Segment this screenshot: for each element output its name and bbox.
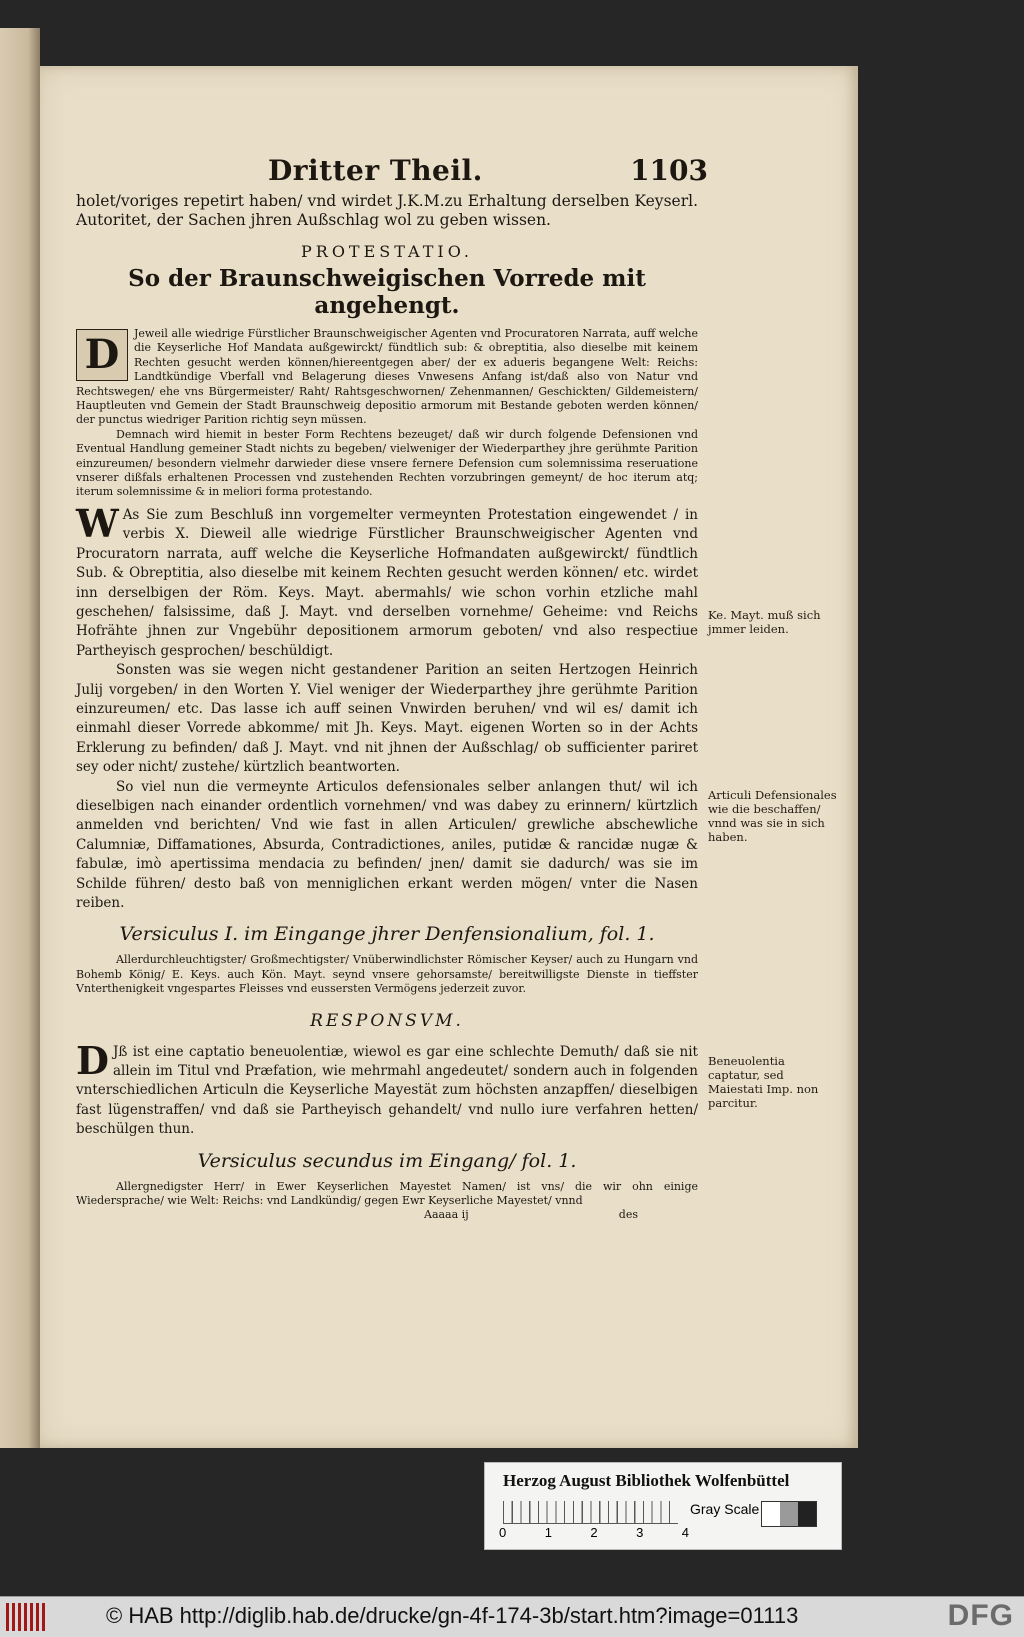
versiculus-heading: Versiculus secundus im Eingang/ fol. 1. <box>197 1149 577 1172</box>
marginal-note: Articuli Defensionales wie die beschaffen/ vnnd was sie in sich haben. <box>708 788 837 844</box>
section-heading: PROTESTATIO. <box>301 242 473 261</box>
previous-page-edge <box>0 28 40 1448</box>
paragraph: Sonsten was sie wegen nicht gestandener Parition an seiten Hertzogen Heinrich Julij vorgeben/ in den Worten Y. Viel weniger der Wiederparthey jhre gerühmte Parition einzureumen/ etc. Das lasse ich auff seinen Vnwirden beruhen/ vnd wil es/ damit ich einmahl dieser Vorrede abkomme/ mit Jh. Keys. Mayt. eigenen Worten so in der Achts Erklerung zu befinden/ daß J. Mayt. vnd nit jhnen der Außschlag/ ob sufficienter pariret sey oder nicht/ zustehe/ kürtzlich beantworten. <box>76 662 698 776</box>
running-title: Dritter Theil. <box>268 154 483 187</box>
marginal-note: Ke. Mayt. muß sich jmmer leiden. <box>708 608 821 636</box>
initial-letter: D <box>76 1037 109 1083</box>
scale-ruler <box>503 1501 678 1524</box>
page-foot-line <box>76 1208 698 1221</box>
ruler-numbers: 0 1 2 3 4 <box>499 1525 689 1540</box>
library-label <box>484 1462 842 1550</box>
page-header <box>40 154 858 194</box>
versiculus-heading: Versiculus I. im Eingange jhrer Denfensionalium, fol. 1. <box>119 923 655 946</box>
dfg-logo: DFG <box>947 1599 1014 1632</box>
paragraph: Demnach wird hiemit in bester Form Rechtens bezeuget/ daß wir durch folgende Defensionen vnd Eventual Handlung gemeiner Stadt nichts zu begeben/ vielweniger der Wiederparthey jhre gerühmte Parition einzureumen/ besondern vielmehr darwieder diese vnsere fernere Defension cum solemnissima reseruatione vnserer dißfals erhaltenen Processen vnd zustehenden Rechten vorzubringen gemeynt/ de hoc iterum atq; iterum solemnissime & in meliori forma protestando. <box>76 427 698 499</box>
page-number: 1103 <box>630 154 708 187</box>
decorated-initial: D <box>76 329 128 381</box>
paragraph: W As Sie zum Beschluß inn vorgemelter vermeynten Protestation eingewendet / in verbis X. Dieweil alle wiedrige Fürstlicher Braunschweigischer Agenten vnd Procuratorn narrata, auff welche die Keyserliche Hofmandaten außgewirckt/ fündtlich Sub. & Obreptitia, also dieselbe mit keinem Rechten gesucht werden können/ etc. wirdet inn derselbigen der Röm. Keys. Mayt. abermahls/ wie schon vorhin etzliche mahl geschehen/ falsissime, daß J. Mayt. vnd derselben vornehme/ Geheime: vnd Reichs Hofrähte jhnen zur Vngebühr depositionem armorum geboten/ vnd also respectiue Partheyisch gesprochen/ beschüldigt. <box>76 500 698 659</box>
paragraph: holet/voriges repetirt haben/ vnd wirdet J.K.M.zu Erhaltung derselben Keyserl. Autoritet, der Sachen jhren Außschlag wol zu geben wissen. <box>76 192 698 229</box>
section-title: So der Braunschweigischen Vorrede mit angehengt. <box>128 265 646 319</box>
viewer-footer <box>0 1596 1024 1637</box>
catchword: des <box>618 1208 638 1222</box>
gray-scale-swatch <box>761 1501 817 1527</box>
responsum-heading: RESPONSVM. <box>310 1010 464 1031</box>
marginal-note: Beneuolentia captatur, sed Maiestati Imp. non parcitur. <box>708 1054 819 1110</box>
hab-logo-icon <box>6 1603 46 1631</box>
signature-mark: Aaaaa ij <box>424 1208 469 1222</box>
quoted-paragraph: Allergnedigster Herr/ in Ewer Keyserlichen Mayestet Namen/ ist vns/ die wir ohn einige Wiedersprache/ wie Welt: Reichs: vnd Landkündig/ gegen Ewr Keyserliche Mayestet/ vnnd <box>76 1179 698 1208</box>
paragraph: So viel nun die vermeynte Articulos defensionales selber anlangen thut/ wil ich dieselbigen nach einander ordentlich vornehmen/ vnd was dabey zu erinnern/ kürtzlich anmelden vnd berichten/ Vnd wie fast in allen Articulen/ grewliche abschewliche Calumniæ, Diffamationes, Absurda, Contradictiones, aniles, putidæ & rancidæ nugæ & fabulæ, imò apertissima mendacia zu befinden/ jnen/ damit sie dadurch/ was sie im Schilde führen/ desto baß von menniglichen erkant werden mögen/ vnter die Nasen reiben. <box>76 778 698 911</box>
page-body <box>76 192 698 1221</box>
book-page <box>40 66 858 1448</box>
protestatio-paragraph: D Jeweil alle wiedrige Fürstlicher Braunschweigischer Agenten vnd Procuratoren Narrata, auff welche die Keyserliche Hof Mandata außgewirckt/ fündtlich sub: & obreptitia, also dieselbe mit keinem Rechten gesucht werden können/hiereentgegen aber/ der ex adueris begangene Welt: Reichs: Landtkündige Vberfall vnd Belagerung dieses Vnwesens Anfang ist/daß also von Natur vnd Rechtswegen/ ehe vns Bürgermeister/ Raht/ Rahtsgeschwornen/ Zehenmannen/ Geschickten/ Gildemeistern/ Hauptleuten vnd Gemein der Stadt Braunschweig depositio armorum mit Bestande geboten werden können/ der punctus wiedriger Parition richtig seyn müssen. <box>76 327 698 427</box>
library-name: Herzog August Bibliothek Wolfenbüttel <box>503 1471 790 1490</box>
gray-scale-label: Gray Scale <box>690 1501 760 1517</box>
paragraph: D Jß ist eine captatio beneuolentiæ, wiewol es gar eine schlechte Demuth/ daß sie nit allein im Titul vnd Præfation, wie mehrmahl angedeutet/ sondern auch in folgenden vnterschiedlichen Articuln die Keyserliche Mayestät zum höchsten anzapffen/ dieselbigen fast lügenstraffen/ vnd daß sie Partheyisch gehandelt/ vnd nullo iure verfahren hetten/ beschülgen thun. <box>76 1037 698 1138</box>
quoted-paragraph: Allerdurchleuchtigster/ Großmechtigster/ Vnüberwindlichster Römischer Keyser/ auch zu Hungarn vnd Bohemb König/ E. Keys. auch Kön. Mayt. seynd vnsere gehorsamste/ bereitwilligste Dienste in tieffster Vnterthenigkeit vngespartes Fleisses vnd eussersten Vermögens jederzeit zuvor. <box>76 953 698 996</box>
footer-url[interactable]: © HAB http://diglib.hab.de/drucke/gn-4f-174-3b/start.htm?image=01113 <box>106 1603 799 1628</box>
initial-letter: W <box>76 500 119 546</box>
